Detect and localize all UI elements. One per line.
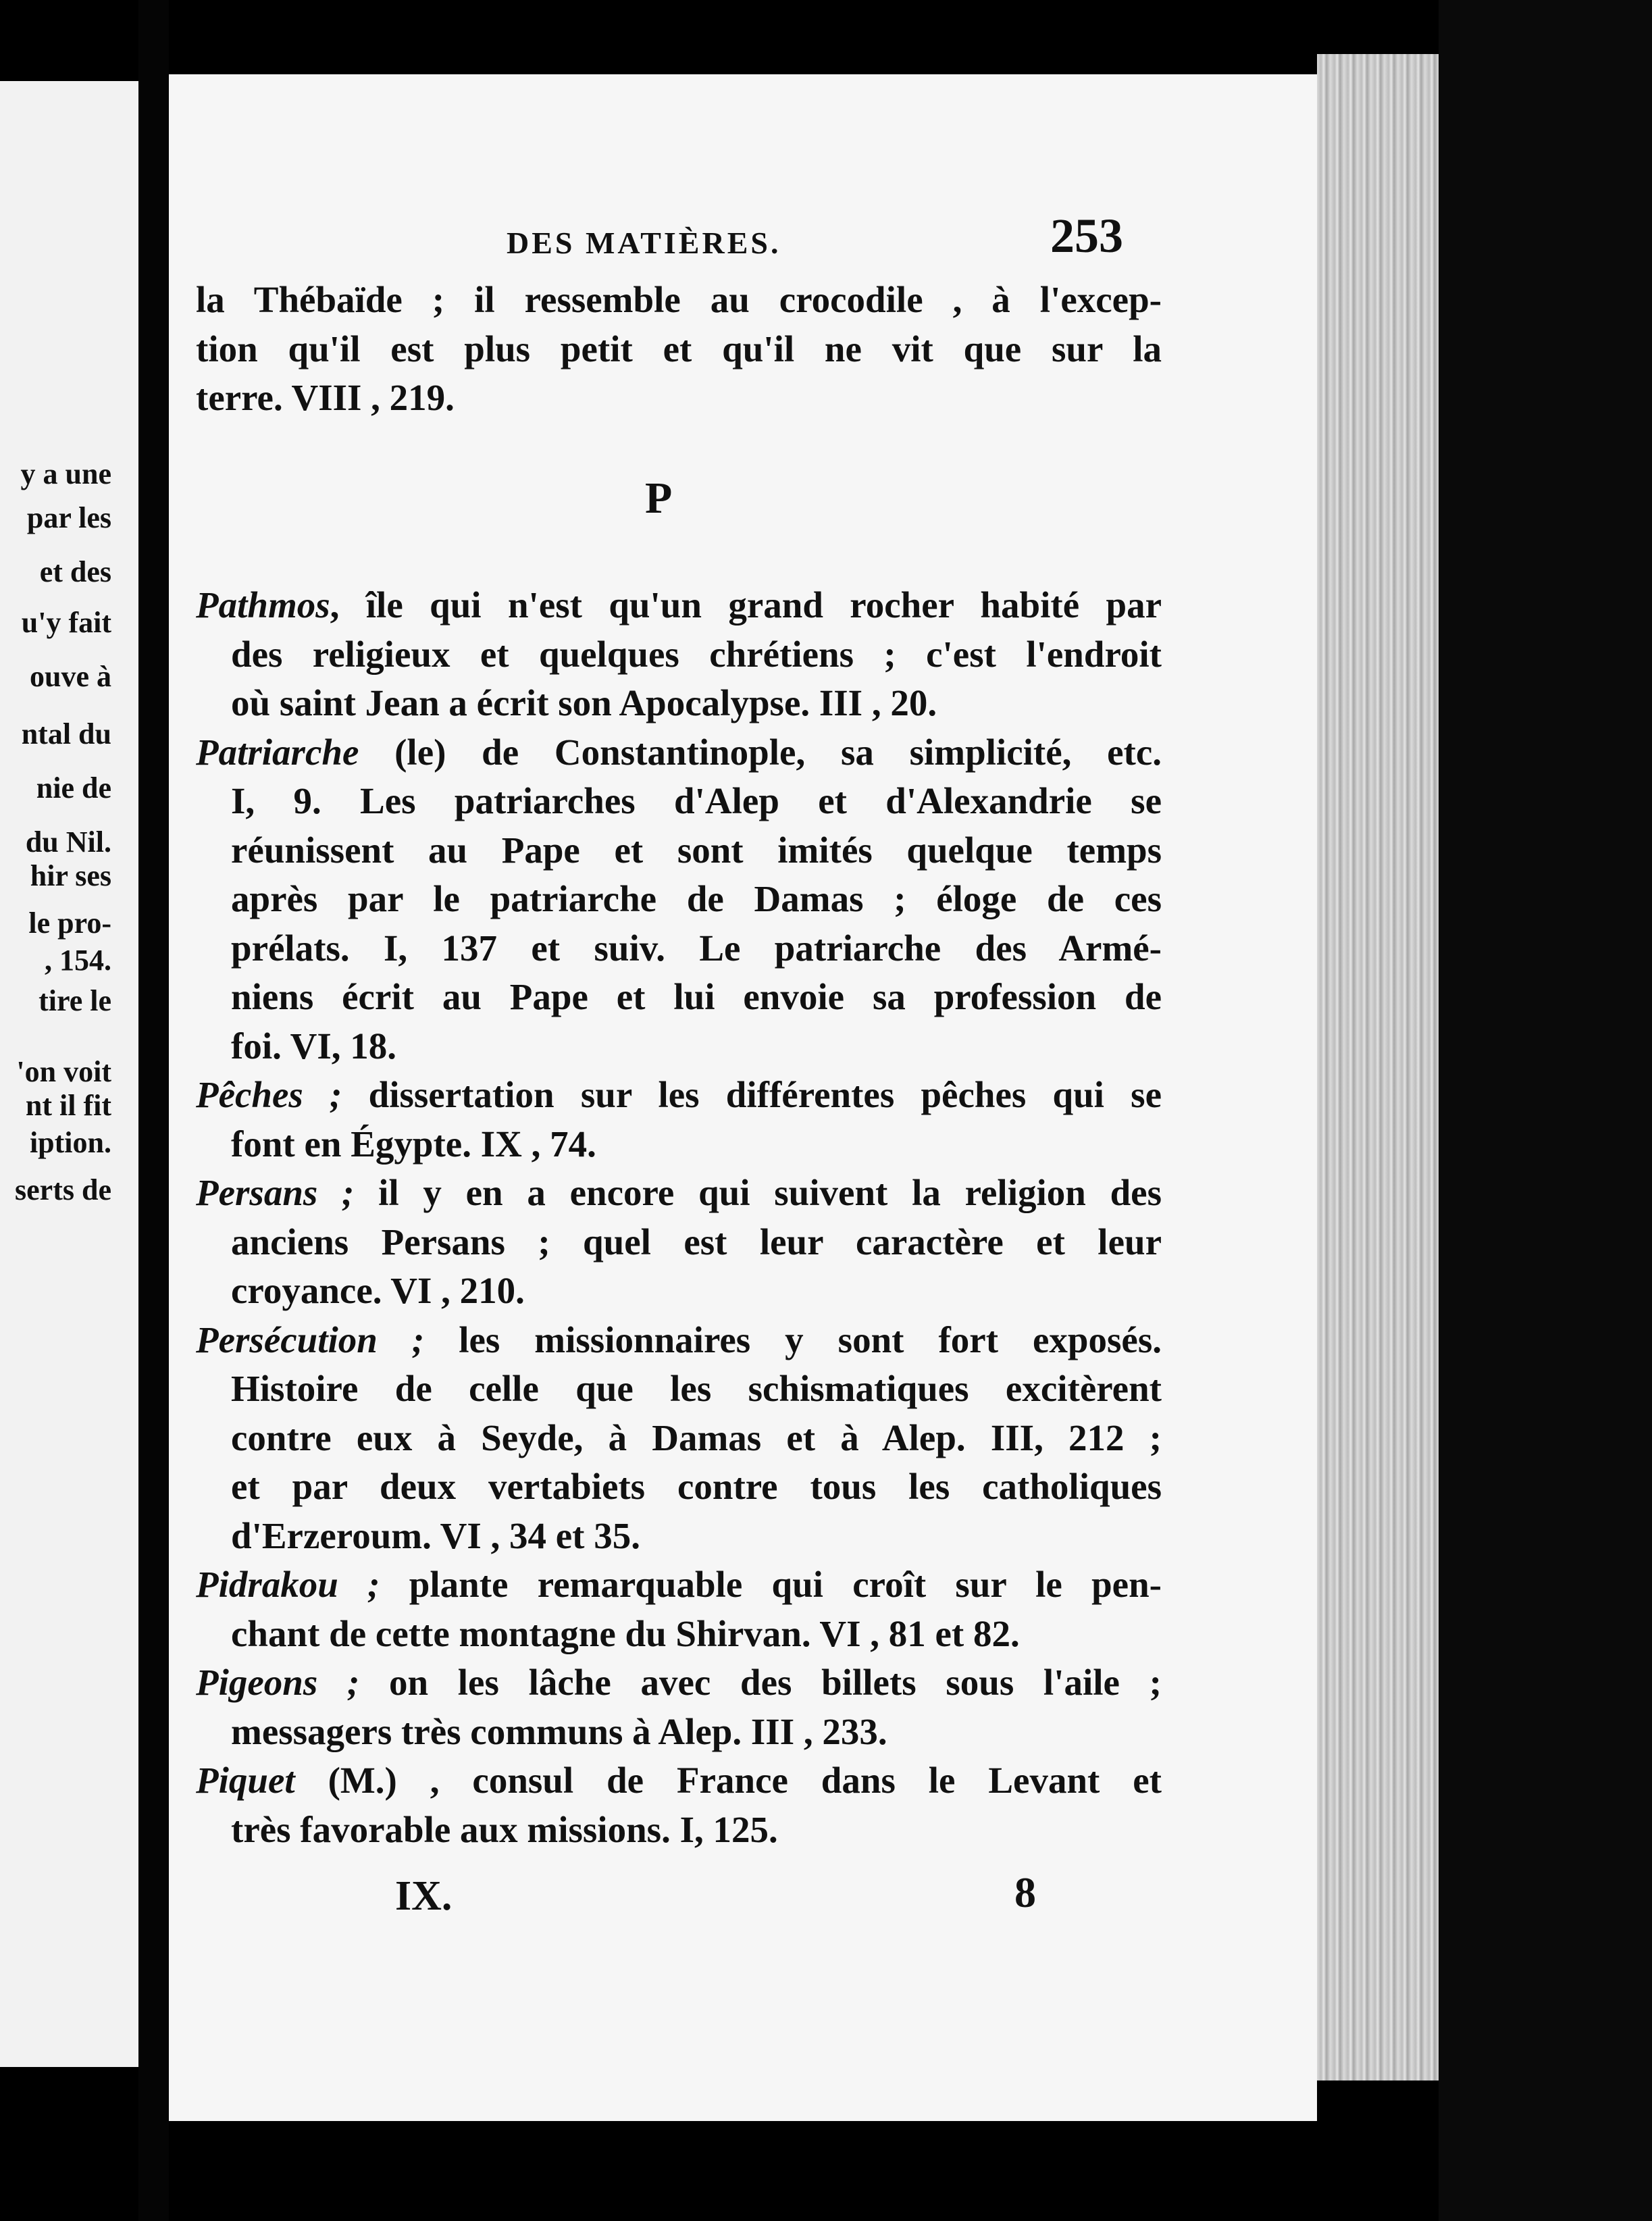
entry-text: on les lâche avec des billets sous l'aile ; [359,1662,1162,1703]
entry-line [196,581,1162,630]
entry-line [196,1316,1162,1365]
entry-line: où saint Jean a écrit son Apocalypse. III , 20. [231,682,937,723]
entry-line: après par le patriarche de Damas ; éloge de ces [231,878,1162,919]
entry-line [196,1756,1162,1806]
entry-line: des religieux et quelques chrétiens ; c'est l'endroit [231,633,1162,675]
facing-page-line: et des [39,555,111,588]
index-entry [196,1071,1162,1169]
entry-headword: Patriarche [196,731,359,773]
facing-page-line: nie de [36,771,111,805]
continuation-line: terre. VIII , 219. [196,377,455,418]
entry-line: Histoire de celle que les schismatiques excitèrent [231,1368,1162,1409]
entry-line: font en Égypte. IX , 74. [231,1123,596,1165]
index-entry [196,1756,1162,1854]
facing-page-line: par les [26,501,111,534]
entry-headword: Pathmos [196,584,330,626]
entry-text: (M.) , consul de France dans le Levant et [294,1760,1162,1801]
facing-page-line: y a une [20,457,111,490]
index-entry [196,581,1162,728]
index-entry [196,728,1162,1071]
entry-text: plante remarquable qui croît sur le pen- [380,1564,1162,1605]
section-letter: P [645,474,673,523]
entry-line: foi. VI, 18. [231,1025,396,1067]
facing-page-line: , 154. [45,944,111,977]
facing-page-line: ntal du [21,717,111,750]
entry-line [196,1169,1162,1218]
entry-text: dissertation sur les différentes pêches qui se [342,1074,1162,1115]
facing-page-line: tire le [38,984,111,1017]
entry-line: prélats. I, 137 et suiv. Le patriarche des Armé- [231,927,1162,969]
signature-mark: IX. [395,1873,453,1919]
entry-text: (le) de Constantinople, sa simplicité, etc. [359,731,1162,773]
entry-headword: Persécution ; [196,1319,425,1360]
page-edges [1317,54,1439,2080]
entry-headword: Persans ; [196,1172,355,1213]
facing-page-line: serts de [15,1173,111,1206]
entry-text: les missionnaires y sont fort exposés. [424,1319,1162,1360]
facing-page-line: u'y fait [21,606,111,639]
index-entries [196,581,1162,1854]
entry-headword: Pigeons ; [196,1662,360,1703]
entry-line: croyance. VI , 210. [231,1270,525,1311]
entry-line: messagers très communs à Alep. III , 233. [231,1710,887,1752]
entry-line: très favorable aux missions. I, 125. [231,1808,778,1850]
facing-page-line: hir ses [30,859,111,892]
facing-page-line: iption. [29,1126,111,1159]
quire-number: 8 [1014,1868,1036,1916]
facing-page-line: le pro- [28,907,111,940]
entry-line: d'Erzeroum. VI , 34 et 35. [231,1514,640,1556]
continuation-line: la Thébaïde ; il ressemble au crocodile , à l'excep- [196,279,1162,320]
entry-line: niens écrit au Pape et lui envoie sa profession de [231,976,1162,1017]
index-entry [196,1658,1162,1756]
entry-line: chant de cette montagne du Shirvan. VI , 81 et 82. [231,1612,1020,1654]
page-number: 253 [1050,209,1123,263]
entry-text: il y en a encore qui suivent la religion des [354,1172,1162,1213]
entry-line: réunissent au Pape et sont imités quelque temps [231,829,1162,871]
facing-page-fragment [0,81,138,2067]
index-entry [196,1560,1162,1658]
facing-page-line: 'on voit [16,1055,111,1088]
entry-line: I, 9. Les patriarches d'Alep et d'Alexandrie se [231,780,1162,821]
entry-line: anciens Persans ; quel est leur caractère et leur [231,1221,1162,1262]
entry-line [196,1658,1162,1708]
entry-text: , île qui n'est qu'un grand rocher habité par [330,584,1162,626]
continuation-line: tion qu'il est plus petit et qu'il ne vit que sur la [196,328,1162,369]
entry-line: contre eux à Seyde, à Damas et à Alep. III, 212 ; [231,1416,1162,1458]
entry-headword: Pidrakou ; [196,1564,380,1605]
entry-headword: Pêches ; [196,1074,342,1115]
entry-headword: Piquet [196,1760,295,1801]
facing-page-line: ouve à [30,660,111,693]
running-head: DES MATIÈRES. [507,226,781,260]
index-entry [196,1169,1162,1316]
index-entry [196,1316,1162,1561]
entry-line: et par deux vertabiets contre tous les catholiques [231,1466,1162,1507]
facing-page-line: nt il fit [25,1089,111,1122]
background [1439,0,1652,2221]
facing-page-line: du Nil. [25,825,111,859]
entry-line [196,728,1162,777]
book-gutter [138,0,169,2221]
entry-line [196,1071,1162,1120]
entry-line [196,1560,1162,1610]
continuation-text [196,276,1162,423]
